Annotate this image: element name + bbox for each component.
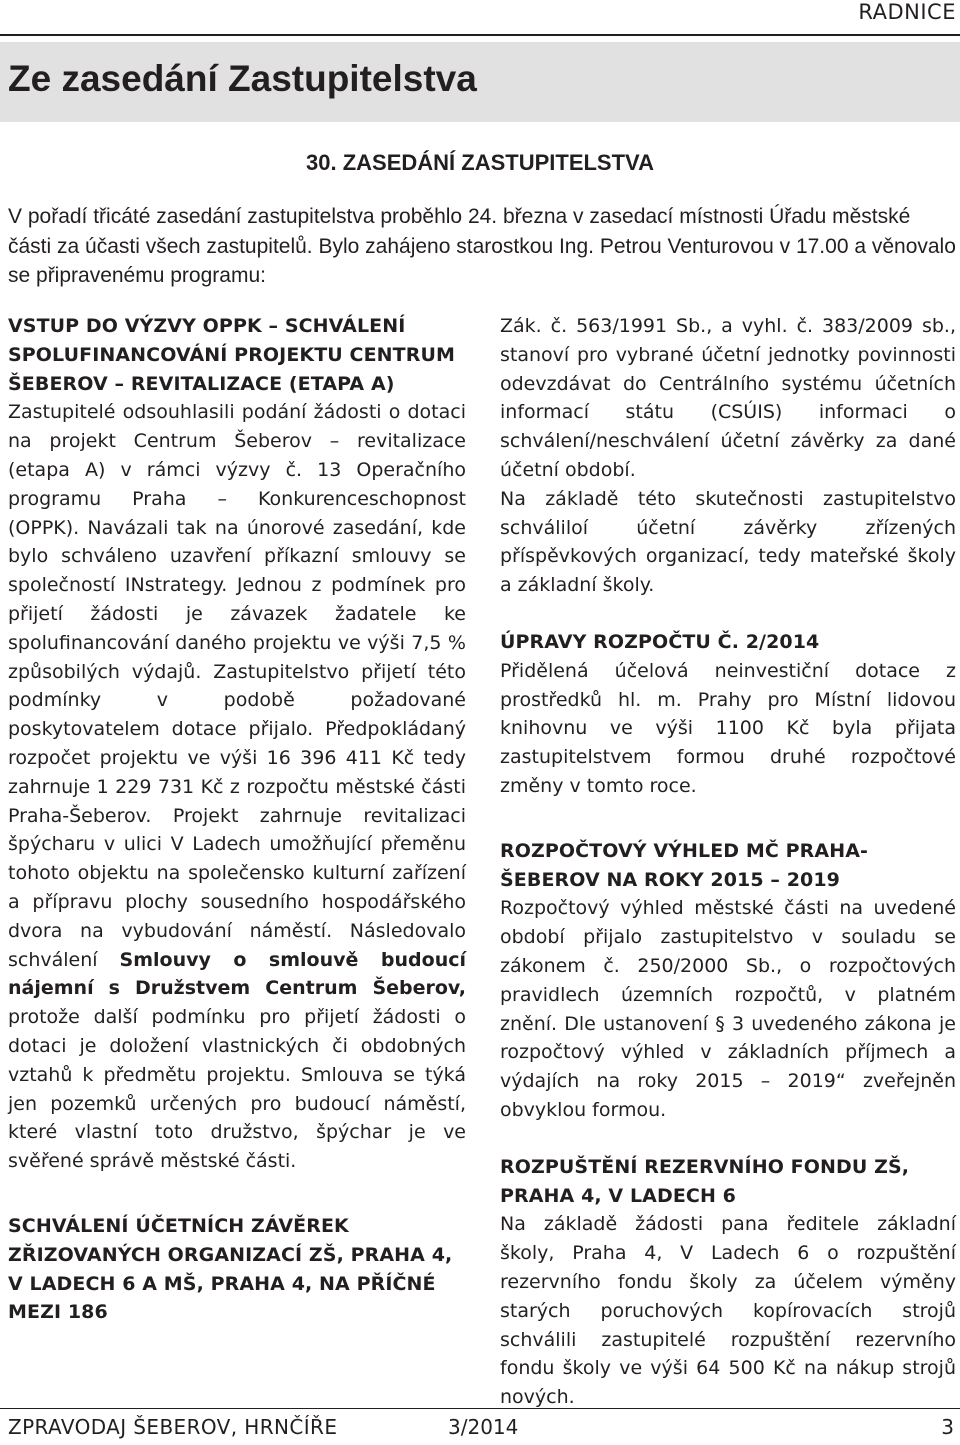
- bold-contract-name: Smlouvy o smlouvě budoucí nájemní s Družstvem Centrum Šeberov,: [8, 948, 466, 1000]
- section-heading-accounts: SCHVÁLENÍ ÚČETNÍCH ZÁVĚREK ZŘIZOVANÝCH ORGANIZACÍ ZŠ, PRAHA 4, V LADECH 6 A MŠ, PRAHA 4, NA PŘÍČNÉ MEZI 186: [8, 1214, 453, 1324]
- footer-issue: 3/2014: [448, 1415, 519, 1439]
- section-heading-budget-change: ÚPRAVY ROZPOČTU Č. 2/2014: [500, 630, 820, 653]
- continuation-paragraph: Zák. č. 563/1991 Sb., a vyhl. č. 383/2009 sb., stanoví pro vybrané účetní jednotky povinnosti odevzdávat do Centrálního systému účetních informací státu (CSÚIS) informaci o schválení/neschválení účetní závěrky za dané účetní období.: [500, 315, 956, 481]
- intro-paragraph: V pořadí třicáté zasedání zastupitelstva proběhlo 24. března v zasedací místnosti Úřadu městské části za účasti všech zastupitelů. Bylo zahájeno starostkou Ing. Petrou Venturovou v 17.00 a věnovalo se připravenému programu:: [8, 205, 956, 287]
- bottom-rule: [0, 1408, 960, 1409]
- section-heading-oppk: VSTUP DO VÝZVY OPPK – SCHVÁLENÍ SPOLUFINANCOVÁNÍ PROJEKTU CENTRUM ŠEBEROV – REVITALIZACE (ETAPA A): [8, 315, 455, 395]
- section-heading-budget-outlook: ROZPOČTOVÝ VÝHLED MČ PRAHA-ŠEBEROV NA ROKY 2015 – 2019: [500, 839, 869, 891]
- article-subtitle: 30. ZASEDÁNÍ ZASTUPITELSTVA: [306, 150, 654, 175]
- section-body-reserve-fund: Na základě žádosti pana ředitele základní školy, Praha 4, V Ladech 6 o rozpuštění rezervního fondu školy za účelem výměny starých poruchových kopírovacích strojů schválili zastupitelé rozpuštění rezervního fondu školy ve výši 64 500 Kč na nákup strojů nových.: [500, 1213, 956, 1409]
- footer-publication: ZPRAVODAJ ŠEBEROV, HRNČÍŘE: [8, 1415, 338, 1439]
- left-column: [8, 312, 466, 1327]
- continuation-paragraph-2: Na základě této skutečnosti zastupitelstvo schváliloí účetní závěrky zřízených příspěvkových organizací, tedy mateřské školy a základní školy.: [500, 487, 956, 597]
- top-rule: [0, 34, 960, 36]
- footer-page-number: 3: [941, 1415, 954, 1439]
- right-column: [500, 312, 956, 1412]
- section-body-oppk: [8, 398, 466, 1176]
- section-body-budget-outlook: Rozpočtový výhled městské části na uvedené období přijalo zastupitelstvo v souladu se zákonem č. 250/2000 Sb., o rozpočtových pravidlech územních rozpočtů, v platném znění. Dle ustanovení § 3 uvedeného zákona je rozpočtový výhled v základních příjmech a výdajích na roky 2015 – 2019“ zveřejněn obvyklou formou.: [500, 897, 956, 1121]
- section-body-budget-change: Přidělená účelová neinvestiční dotace z prostředků hl. m. Prahy pro Místní lidovou knihovnu ve výši 1100 Kč byla přijata zastupitelstvem formou druhé rozpočtové změny v tomto roce.: [500, 659, 956, 797]
- body-text: protože další podmínku pro přijetí žádosti o dotaci je doložení vlastnických či obdobných vztahů k předmětu projektu. Smlouva se týká jen pozemků určených pro budoucí náměstí, které vlastní toto družstvo, špýchar je ve svěřené správě městské části.: [8, 1006, 466, 1173]
- page-title: Ze zasedání Zastupitelstva: [8, 58, 477, 99]
- body-text: Zastupitelé odsouhlasili podání žádosti o dotaci na projekt Centrum Šeberov – revitalizace (etapa A) v rámci výzvy č. 13 Operačního programu Praha – Konkurenceschopnost (OPPK). Navázali tak na únorové zasedání, kde bylo schváleno uzavření příkazní smlouvy se společností INstrategy. Jednou z podmínek pro přijetí žádosti je závazek žadatele ke spolufinancování daného projektu ve výši 7,5 % způsobilých výdajů. Zastupitelstvo přijetí této podmínky v podobě požadované poskytovatelem dotace přijalo. Předpokládaný rozpočet projektu ve výši 16 396 411 Kč tedy zahrnuje 1 229 731 Kč z rozpočtu městské části Praha-Šeberov. Projekt zahrnuje revitalizaci špýcharu v ulici V Ladech umožňující přeměnu tohoto objektu na společensko kulturní zařízení a přípravu plochy sousedního hospodářského dvora na vybudování náměstí. Následovalo schválení: [8, 401, 466, 971]
- section-tag: RADNICE: [858, 0, 956, 24]
- section-heading-reserve-fund: ROZPUŠTĚNÍ REZERVNÍHO FONDU ZŠ, PRAHA 4, V LADECH 6: [500, 1155, 910, 1207]
